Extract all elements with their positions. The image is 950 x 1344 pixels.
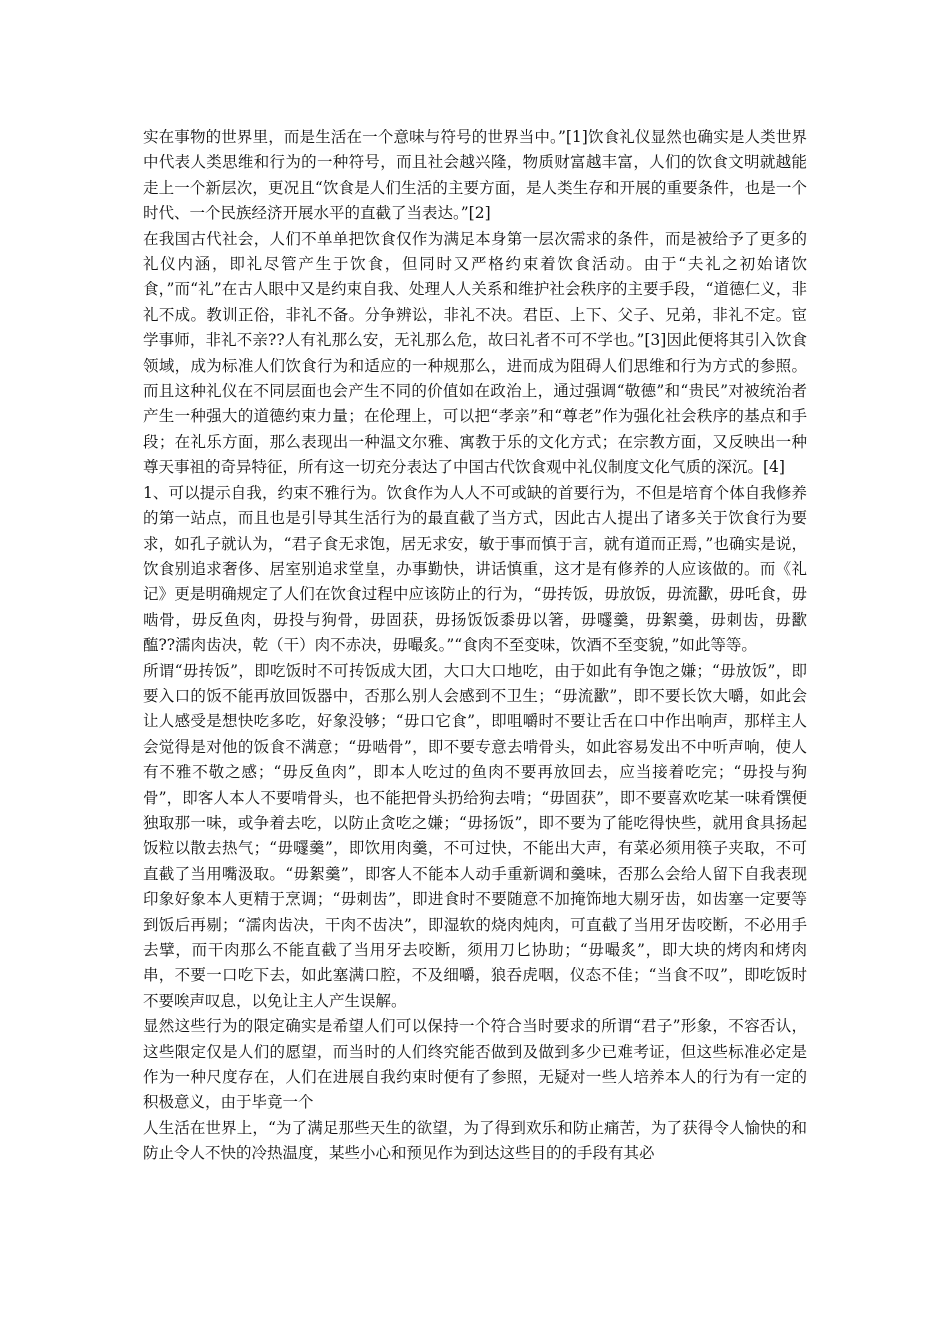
paragraph-junzi-image: 显然这些行为的限定确实是希望人们可以保持一个符合当时要求的所谓“君子”形象，不容否认，这些限定仅是人们的愿望，而当时的人们终究能否做到及做到多少已难考证，但这些标准必定是作为一种尺度存在，人们在进展自我约束时便有了参照，无疑对一些人培养本人的行为有一定的积极意义，由于毕竟一个	[143, 1017, 807, 1112]
paragraph-self-restraint: 1、可以提示自我，约束不雅行为。饮食作为人人不可或缺的首要行为，不但是培育个体自我修养的第一站点，而且也是引导其生活行为的最直截了当方式，因此古人提出了诸多关于饮食行为要求，如孔子就认为，“君子食无求饱，居无求安，敏于事而慎于言，就有道而正焉，”也确实是说，饮食别追求奢侈、居室别追求堂皇，办事勤快，讲话慎重，这才是有修养的人应该做的。而《礼记》更是明确规定了人们在饮食过程中应该防止的行为，“毋抟饭，毋放饭，毋流歠，毋吒食，毋啮骨，毋反鱼肉，毋投与狗骨，毋固获，毋扬饭饭黍毋以箸，毋嚺羹，毋絮羹，毋刺齿，毋歠醢??濡肉齿决，乾（干）肉不赤决，毋嘬炙。”“食肉不至变味，饮酒不至变貌，”如此等等。	[143, 483, 807, 655]
paragraph-symbol-culture: 实在事物的世界里，而是生活在一个意味与符号的世界当中。”[1]饮食礼仪显然也确实是人类世界中代表人类思维和行为的一种符号，而且社会越兴隆，物质财富越丰富，人们的饮食文明就越能走上一个新层次，更况且“饮食是人们生活的主要方面，是人类生存和开展的重要条件，也是一个时代、一个民族经济开展水平的直截了当表达。”[2]	[143, 128, 807, 223]
document-page	[143, 125, 807, 1167]
paragraph-ancient-ritual: 在我国古代社会，人们不单单把饮食仅作为满足本身第一层次需求的条件，而是被给予了更多的礼仪内涵，即礼尽管产生于饮食，但同时又严格约束着饮食活动。由于“夫礼之初始诸饮食，”而“礼”在古人眼中又是约束自我、处理人人关系和维护社会秩序的主要手段，“道德仁义，非礼不成。教训正俗，非礼不备。分争辨讼，非礼不决。君臣、上下、父子、兄弟，非礼不定。宦学事师，非礼不亲??人有礼那么安，无礼那么危，故曰礼者不可不学也。”[3]因此便将其引入饮食领域，成为标准人们饮食行为和适应的一种规那么，进而成为阻碍人们思维和行为方式的参照。而且这种礼仪在不同层面也会产生不同的价值如在政治上，通过强调“敬德”和“贵民”对被统治者产生一种强大的道德约束力量；在伦理上，可以把“孝亲”和“尊老”作为强化社会秩序的基点和手段；在礼乐方面，那么表现出一种温文尔雅、寓教于乐的文化方式；在宗教方面，又反映出一种尊天事祖的奇异特征，所有这一切充分表达了中国古代饮食观中礼仪制度文化气质的深沉。[4]	[143, 229, 807, 477]
paragraph-human-desires: 人生活在世界上，“为了满足那些天生的欲望，为了得到欢乐和防止痛苦，为了获得令人愉快的和防止令人不快的冷热温度，某些小心和预见作为到达这些目的的手段有其必	[143, 1118, 807, 1163]
paragraph-table-manners-explained: 所谓“毋抟饭”，即吃饭时不可抟饭成大团，大口大口地吃，由于如此有争饱之嫌；“毋放饭”，即要入口的饭不能再放回饭器中，否那么别人会感到不卫生；“毋流歠”，即不要长饮大嚼，如此会让人感受是想快吃多吃，好象没够；“毋口它食”，即咀嚼时不要让舌在口中作出响声，那样主人会觉得是对他的饭食不满意；“毋啮骨”，即不要专意去啃骨头，如此容易发出不中听声响，使人有不雅不敬之感；“毋反鱼肉”，即本人吃过的鱼肉不要再放回去，应当接着吃完；“毋投与狗骨”，即客人本人不要啃骨头，也不能把骨头扔给狗去啃；“毋固获”，即不要喜欢吃某一味肴馔便独取那一味，或争着去吃，以防止贪吃之嫌；“毋扬饭”，即不要为了能吃得快些，就用食具扬起饭粒以散去热气；“毋嚺羹”，即饮用肉羹，不可过快，不能出大声，有菜必须用筷子夹取，不可直截了当用嘴汲取。“毋絮羹”，即客人不能本人动手重新调和羹味，否那么会给人留下自我表现印象好象本人更精于烹调；“毋刺齿”，即进食时不要随意不加掩饰地大剔牙齿，如齿塞一定要等到饭后再剔；“濡肉齿决，干肉不齿决”，即湿软的烧肉炖肉，可直截了当用牙齿咬断，不必用手去擘，而干肉那么不能直截了当用牙去咬断，须用刀匕协助；“毋嘬炙”，即大块的烤肉和烤肉串，不要一口吃下去，如此塞满口腔，不及细嚼，狼吞虎咽，仪态不佳；“当食不叹”，即吃饭时不要唉声叹息，以免让主人产生误解。	[143, 661, 807, 1010]
